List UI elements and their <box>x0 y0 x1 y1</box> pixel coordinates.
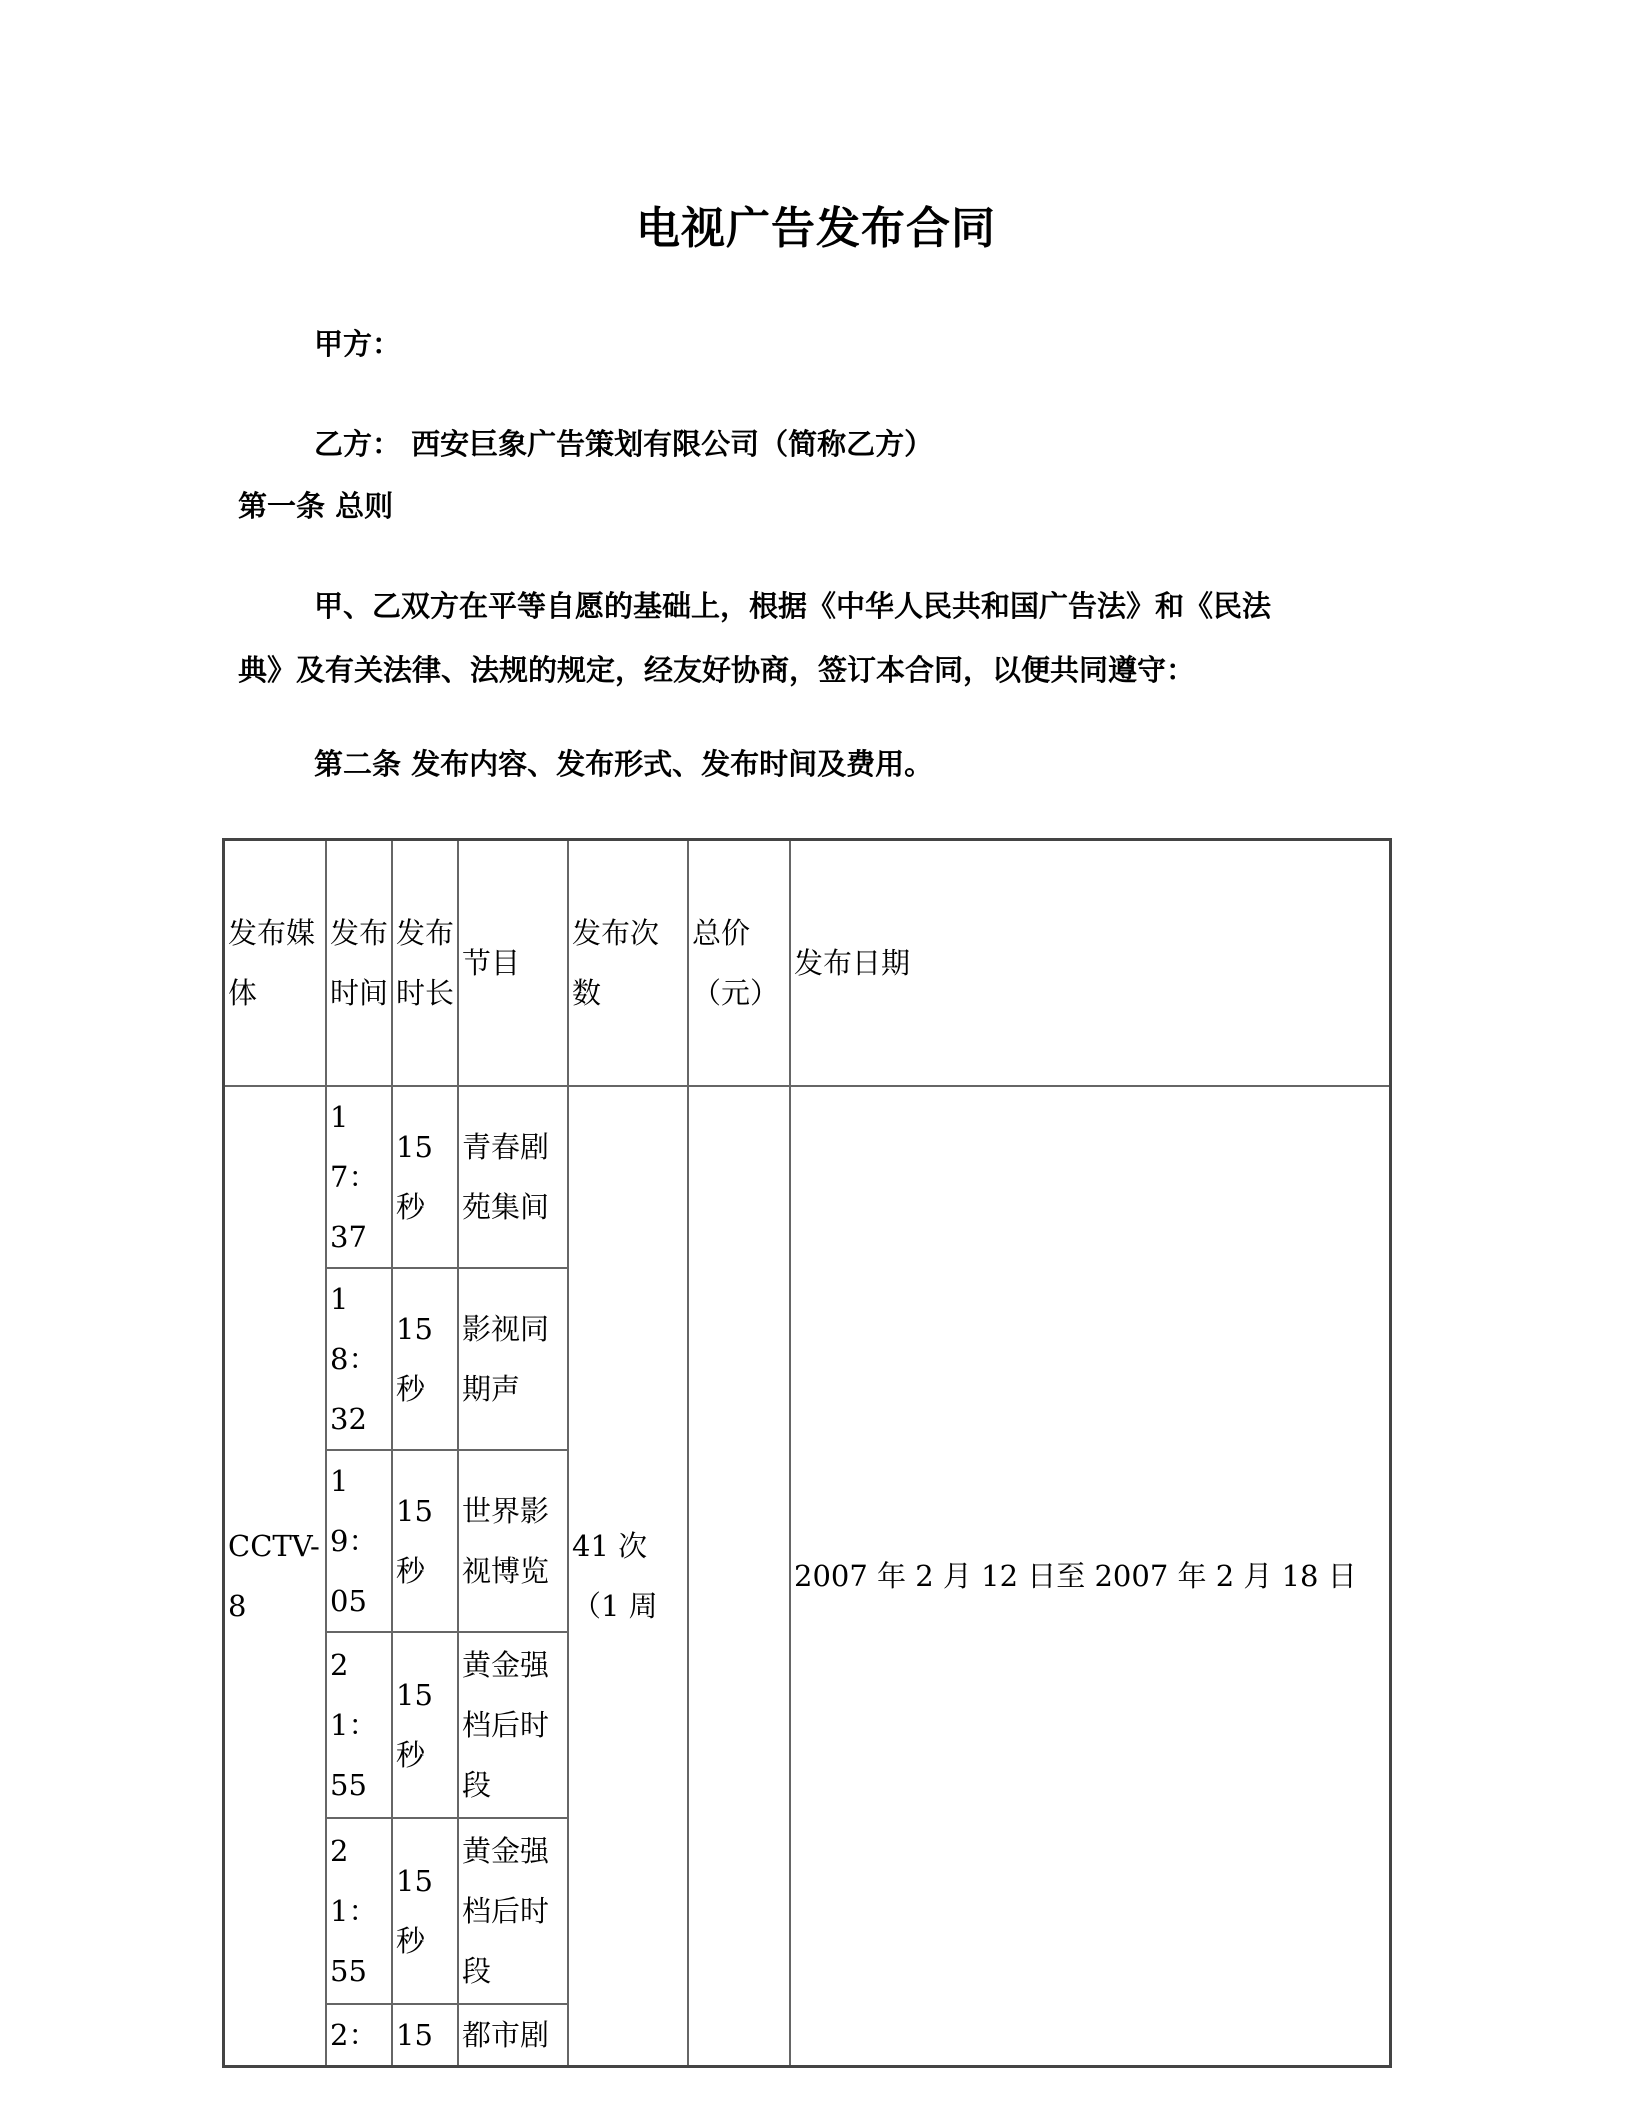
header-duration: 发布时长 <box>392 840 458 1087</box>
header-price: 总价（元） <box>688 840 790 1087</box>
article1-body-line1: 甲、乙双方在平等自愿的基础上，根据《中华人民共和国广告法》和《民法 <box>314 589 1272 623</box>
cell-program: 青春剧苑集间 <box>458 1086 568 1268</box>
cell-duration: 15 秒 <box>392 1268 458 1450</box>
cell-time: 19：05 <box>326 1450 392 1632</box>
cell-duration: 15 秒 <box>392 1632 458 1818</box>
cell-time: 21：55 <box>326 1818 392 2004</box>
table-header-row <box>224 840 1391 1087</box>
cell-duration: 15 秒 <box>392 1086 458 1268</box>
cell-time: 21：55 <box>326 1632 392 1818</box>
header-time: 发布时间 <box>326 840 392 1087</box>
header-date: 发布日期 <box>790 840 1391 1087</box>
publication-table <box>222 838 1392 2068</box>
cell-time: 18：32 <box>326 1268 392 1450</box>
cell-duration: 15 秒 <box>392 1818 458 2004</box>
cell-program: 都市剧 <box>458 2004 568 2067</box>
cell-program: 世界影视博览 <box>458 1450 568 1632</box>
table-row <box>224 1086 1391 1268</box>
cell-date: 2007 年 2 月 12 日至 2007 年 2 月 18 日 <box>790 1086 1391 2067</box>
article1-body <box>238 574 1368 702</box>
cell-time: 2： <box>326 2004 392 2067</box>
cell-time: 17：37 <box>326 1086 392 1268</box>
cell-media: CCTV-8 <box>224 1086 327 2067</box>
cell-duration: 15 秒 <box>392 1450 458 1632</box>
cell-program: 黄金强档后时段 <box>458 1818 568 2004</box>
party-a-line: 甲方： <box>314 327 402 361</box>
cell-program: 影视同期声 <box>458 1268 568 1450</box>
article2-heading: 第二条 发布内容、发布形式、发布时间及费用。 <box>314 747 934 781</box>
cell-duration: 15 <box>392 2004 458 2067</box>
article1-body-line2: 典》及有关法律、法规的规定，经友好协商，签订本合同，以便共同遵守： <box>238 653 1196 687</box>
article1-heading: 第一条 总则 <box>238 489 394 523</box>
cell-price <box>688 1086 790 2067</box>
document-title: 电视广告发布合同 <box>636 203 996 254</box>
party-b-line: 乙方： 西安巨象广告策划有限公司（简称乙方） <box>314 427 934 461</box>
header-program: 节目 <box>458 840 568 1087</box>
cell-program: 黄金强档后时段 <box>458 1632 568 1818</box>
cell-count: 41 次（1 周 <box>568 1086 688 2067</box>
header-count: 发布次数 <box>568 840 688 1087</box>
header-media: 发布媒体 <box>224 840 327 1087</box>
